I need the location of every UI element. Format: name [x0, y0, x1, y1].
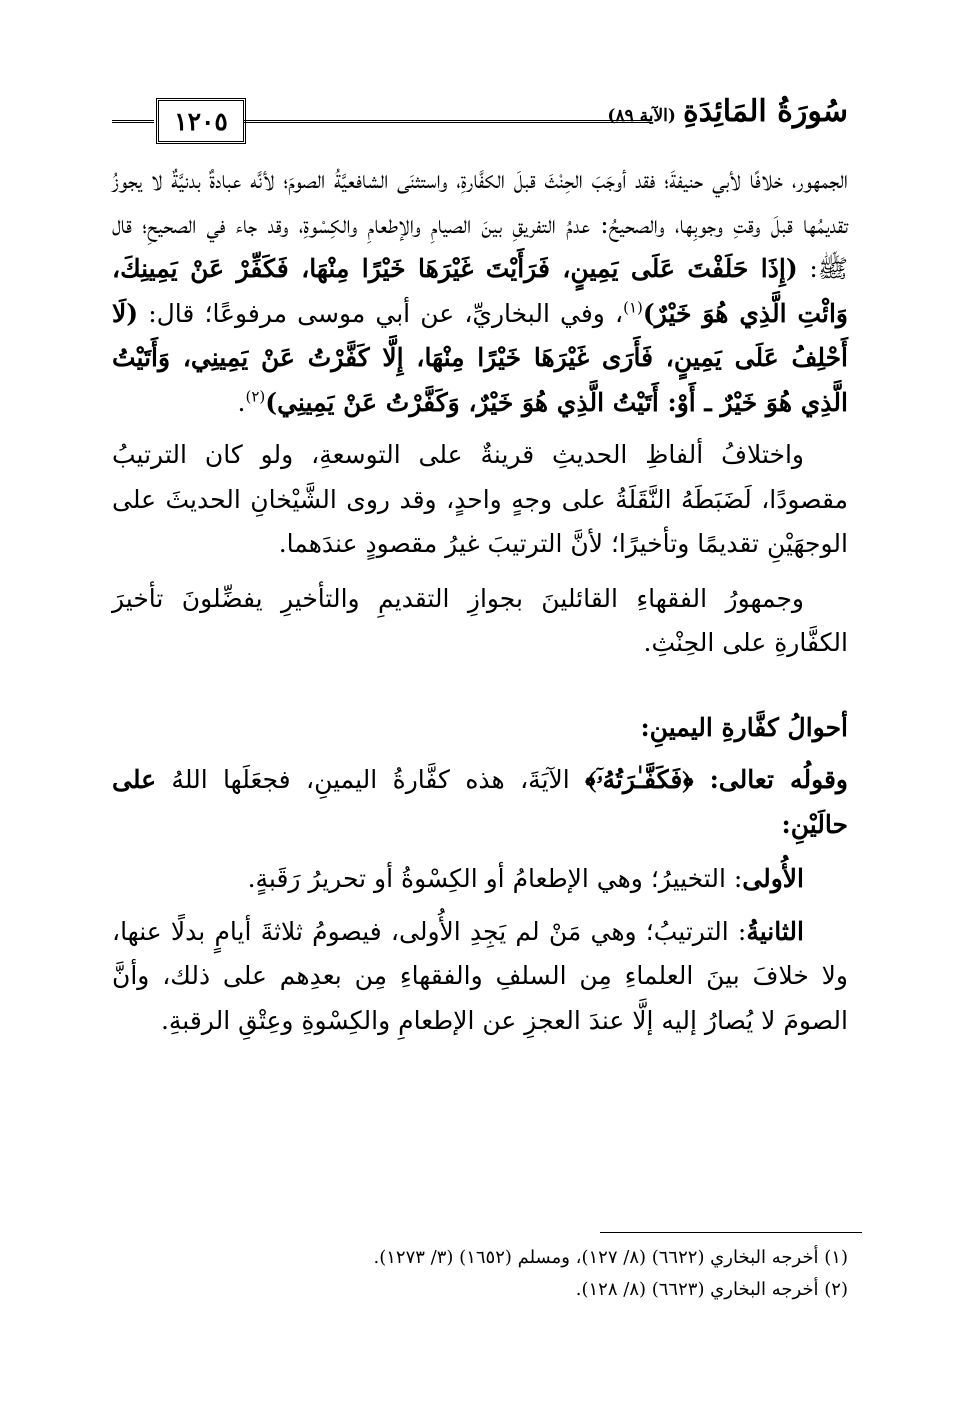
text-run: . [237, 387, 246, 417]
footnote-1: (١) أخرجه البخاري (٦٦٢٢) (٨/ ١٢٧)، ومسلم (١٦٥٢) (٣/ ١٢٧٣). [373, 1247, 848, 1268]
paragraph-2: واختلافُ ألفاظِ الحديثِ قرينةٌ على التوسعةِ، ولو كان الترتيبُ مقصودًا، لَضَبَطَهُ النَّقَلَةُ على وجهٍ واحدٍ، وقد روى الشَّيْخانِ الحديثَ على الوجهَيْنِ تقديمًا وتأخيرًا؛ لأنَّ الترتيبَ غيرُ مقصودٍ عندَهما. [112, 440, 848, 558]
footnote-separator [600, 1232, 862, 1233]
paragraph-4 [112, 758, 848, 847]
paragraph-5 [112, 857, 848, 902]
running-title [607, 94, 848, 129]
case-label-first: الأُولى [742, 864, 804, 893]
text-run: الجمهور، خلافًا لأبي حنيفةَ؛ فقد أوجَبَ الحِنْثَ قبلَ الكفَّارةِ، واستثنَى الشافعيَّةُ الصومَ؛ لأنَّه عبادةٌ بدنيَّةٌ لا يجوزُ تقديمُها قبلَ وقتِ وجوبِها، والصحيحُ: عدمُ التفريقِ بينَ الصيامِ والإطعامِ والكِسْوةِ، وقد جاء في الصحيحِ؛ قال ﷺ: [112, 165, 848, 283]
hadith-quote-1: (إِذَا حَلَفْتَ عَلَى يَمِينٍ، فَرَأَيْتَ غَيْرَهَا خَيْرًا مِنْهَا، فَكَفِّرْ عَنْ يَمِينِكَ، وَائْتِ الَّذِي هُوَ خَيْرٌ) [112, 254, 849, 328]
footnote-ref-1: (١) [623, 298, 643, 317]
paragraph-1 [112, 158, 848, 425]
case-label-second: الثانيةُ [746, 916, 804, 946]
section-heading: أحوالُ كفَّارةِ اليمينِ: [640, 712, 848, 742]
hadith-quote-2: (لَا أَحْلِفُ عَلَى يَمِينٍ، فَأَرَى غَيْرَهَا خَيْرًا مِنْهَا، إِلَّا كَفَّرْتُ عَنْ يَمِينِي، وَأَتَيْتُ الَّذِي هُوَ خَيْرٌ ـ أَوْ: أَتَيْتُ الَّذِي هُوَ خَيْرٌ، وَكَفَّرْتُ عَنْ يَمِينِي) [112, 298, 848, 417]
text-run: الآيَةَ، هذه كفَّارةُ اليمينِ، فجعَلَها اللهُ [156, 765, 586, 794]
paragraph-6 [112, 910, 848, 1044]
text-run-bold: على حالَيْنِ: [112, 765, 848, 839]
footnotes [112, 1242, 848, 1306]
page-number: ١٢٠٥ [156, 98, 246, 144]
footnote-2: (٢) أخرجه البخاري (٦٦٢٣) (٨/ ١٢٨). [575, 1279, 848, 1300]
text-run: : التخييرُ؛ وهي الإطعامُ أو الكِسْوةُ أو تحريرُ رَقَبةٍ. [247, 864, 743, 893]
verse-reference: (الآية ٨٩) [607, 106, 676, 126]
page-header [112, 92, 848, 142]
text-run-bold: وقولُه تعالى: [693, 765, 849, 794]
header-rule-left [112, 120, 154, 123]
header-rule-right [244, 120, 652, 123]
paragraph-3: وجمهورُ الفقهاءِ القائلينَ بجوازِ التقديمِ والتأخيرِ يفضِّلونَ تأخيرَ الكفَّارةِ على الحِنْثِ. [112, 583, 848, 657]
text-run: : الترتيبُ؛ وهي مَنْ لم يَجِدِ الأُولى، فيصومُ ثلاثةَ أيامٍ بدلًا عنها، ولا خلافَ بينَ العلماءِ مِن السلفِ والفقهاءِ مِن بعدِهم على ذلك، وأنَّ الصومَ لا يُصارُ إليه إلَّا عندَ العجزِ عن الإطعامِ والكِسْوةِ وعِتْقِ الرقبةِ. [112, 916, 848, 1035]
main-text [112, 158, 848, 1043]
quran-quote: ﴿فَكَفَّـٰرَتُهُۥٓ﴾ [585, 765, 694, 794]
text-run: ، وفي البخاريِّ، عن أبي موسى مرفوعًا؛ قال: [138, 298, 624, 328]
footnote-ref-2: (٢) [245, 387, 266, 406]
sura-name: سُورَةُ المَائِدَةِ [682, 94, 848, 129]
